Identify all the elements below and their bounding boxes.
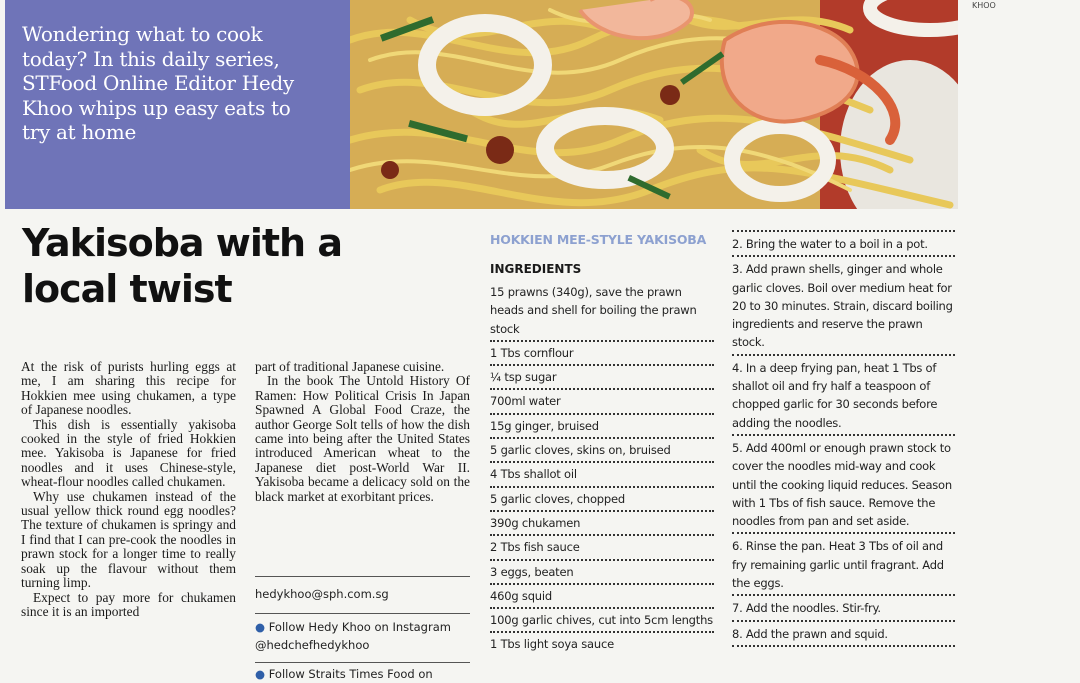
paragraph: Expect to pay more for chukamen since it is an imported	[21, 589, 236, 619]
ingredient-item: ¼ tsp sugar	[490, 366, 714, 390]
ingredient-item: 1 Tbs light soya sauce	[490, 637, 614, 652]
ingredient-item: 2 Tbs fish sauce	[490, 536, 714, 560]
ingredient-item: 15 prawns (340g), save the prawn heads and shell for boiling the prawn stock	[490, 281, 714, 342]
method-step: 8. Add the prawn and squid.	[732, 622, 955, 647]
paragraph: part of traditional Japanese cuisine.	[255, 359, 445, 374]
ingredient-item: 5 garlic cloves, skins on, bruised	[490, 439, 714, 463]
article-column-2	[255, 360, 470, 504]
ingredient-item: 460g squid	[490, 585, 714, 609]
method-step: 3. Add prawn shells, ginger and whole garlic cloves. Boil over medium heat for 20 to 30 minutes. Strain, discard boiling ingredients and reserve the prawn stock.	[732, 257, 955, 355]
method-step: 5. Add 400ml or enough prawn stock to cover the noodles mid-way and cook until the cooking liquid reduces. Season with 1 Tbs of fish sauce. Remove the noodles from pan and set aside.	[732, 436, 955, 534]
noodle-illustration	[350, 0, 958, 209]
bullet-icon: ●	[255, 620, 266, 634]
paragraph: At the risk of purists hurling eggs at me, I am sharing this recipe for Hokkien mee using chukamen, a type of Japanese noodles.	[21, 359, 236, 418]
ingredients-list	[490, 281, 714, 656]
food-follow[interactable]: ● Follow Straits Times Food on	[255, 667, 433, 681]
paragraph: This dish is essentially yakisoba cooked in the style of fried Hokkien mee. Yakisoba is Japanese for fried noodles and it uses Chinese-style, wheat-flour noodles called chukamen.	[21, 416, 236, 490]
author-contact	[255, 576, 470, 683]
noodle-dish-photo	[350, 0, 958, 209]
ingredients-heading: INGREDIENTS	[490, 262, 582, 276]
photo-credit: KHOO	[972, 1, 996, 10]
method-step: 4. In a deep frying pan, heat 1 Tbs of shallot oil and fry half a teaspoon of chopped garlic for 30 seconds before adding the noodles.	[732, 356, 955, 436]
ingredient-item: 4 Tbs shallot oil	[490, 463, 714, 487]
method-step: 7. Add the noodles. Stir-fry.	[732, 596, 955, 621]
instagram-handle[interactable]: @hedchefhedykhoo	[255, 638, 370, 652]
ingredient-item: 700ml water	[490, 390, 714, 414]
method-step: 6. Rinse the pan. Heat 3 Tbs of oil and fry remaining garlic until fragrant. Add the eggs.	[732, 534, 955, 596]
ingredient-item: 3 eggs, beaten	[490, 561, 714, 585]
method-step: 2. Bring the water to a boil in a pot.	[732, 232, 955, 257]
bullet-icon: ●	[255, 667, 266, 681]
ingredient-item: 390g chukamen	[490, 512, 714, 536]
ingredient-item: 5 garlic cloves, chopped	[490, 488, 714, 512]
intro-blurb: Wondering what to cook today? In this daily series, STFood Online Editor Hedy Khoo whips up easy eats to try at home	[22, 22, 294, 144]
author-email[interactable]: hedykhoo@sph.com.sg	[255, 587, 389, 601]
method-steps	[732, 230, 955, 647]
article-column-1	[21, 360, 236, 619]
recipe-title: HOKKIEN MEE-STYLE YAKISOBA	[490, 232, 707, 247]
paragraph: In the book The Untold History Of Ramen: How Political Crisis In Japan Spawned A Global Food Craze, the author George Solt tells of how the dish came into being after the United States introduced American wheat to the Japanese diet post-World War II. Yakisoba became a delicacy sold on the black market at exorbitant prices.	[255, 373, 470, 504]
paragraph: Why use chukamen instead of the usual yellow thick round egg noodles? The texture of chukamen is springy and I find that I can pre-cook the noodles in prawn stock for a longer time to really soak up the flavour without them turning limp.	[21, 488, 236, 591]
ingredient-item: 1 Tbs cornflour	[490, 342, 714, 366]
ingredient-item: 15g ginger, bruised	[490, 415, 714, 439]
ingredient-item: 100g garlic chives, cut into 5cm lengths	[490, 609, 714, 633]
instagram-follow[interactable]: ● Follow Hedy Khoo on Instagram	[255, 620, 451, 634]
article-headline: Yakisoba with a local twist	[22, 221, 342, 311]
